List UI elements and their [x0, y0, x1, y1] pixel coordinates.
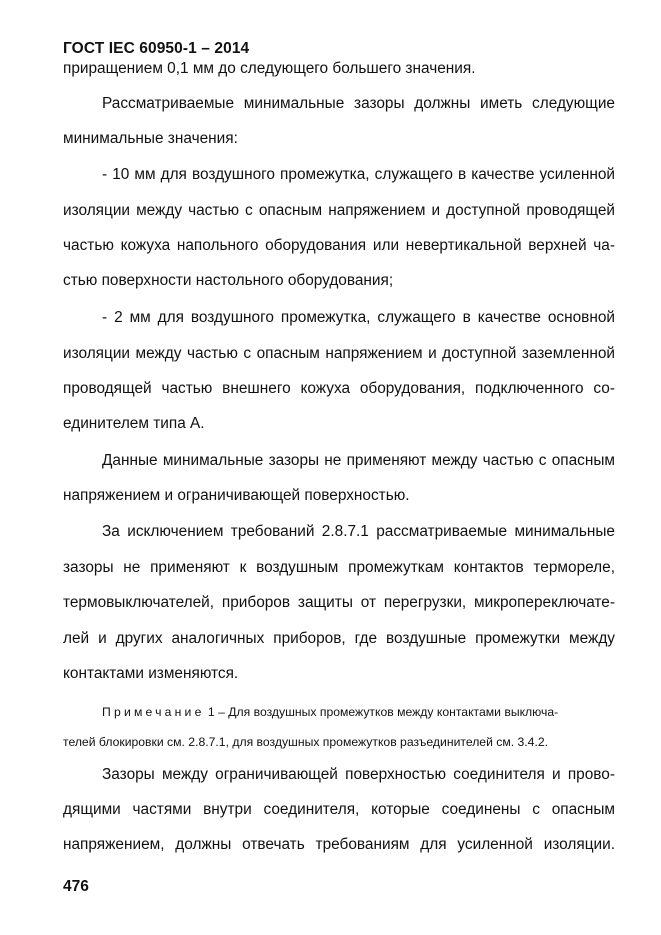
- text-line: зазоры не применяют к воздушным промежуткам контактов термореле,: [63, 559, 615, 576]
- text-line: контактами изменяются.: [63, 665, 239, 682]
- text-line: напряжением и ограничивающей поверхностью.: [63, 487, 410, 504]
- text-line: Данные минимальные зазоры не применяют между частью с опасным: [102, 452, 615, 469]
- page-number: 476: [63, 878, 89, 895]
- text-line: - 2 мм для воздушного промежутка, служащего в качестве основной: [102, 309, 615, 326]
- text-line: дящими частями внутри соединителя, которые соединены с опасным: [63, 801, 615, 818]
- text-line: стью поверхности настольного оборудования;: [63, 272, 394, 289]
- text-line: изоляции между частью с опасным напряжением и доступной заземленной: [63, 345, 615, 362]
- text-line: минимальные значения:: [63, 130, 238, 147]
- text-line: За исключением требований 2.8.7.1 рассматриваемые минимальные: [102, 523, 615, 540]
- document-header-title: ГОСТ IEC 60950-1 – 2014: [63, 40, 250, 57]
- text-line: термовыключателей, приборов защиты от перегрузки, микропереключате-: [63, 594, 615, 611]
- text-line: Рассматриваемые минимальные зазоры должны иметь следующие: [102, 95, 615, 112]
- text-line: Зазоры между ограничивающей поверхностью соединителя и прово-: [102, 766, 615, 783]
- note-line: [102, 703, 558, 721]
- note-label: Примечание: [102, 705, 205, 719]
- text-line: единителем типа А.: [63, 415, 205, 432]
- text-line: напряжением, должны отвечать требованиям для усиленной изоляции.: [63, 836, 615, 853]
- text-line: проводящей частью внешнего кожуха оборудования, подключенного со-: [63, 380, 615, 397]
- text-line: приращением 0,1 мм до следующего большего значения.: [63, 60, 476, 77]
- text-line: частью кожуха напольного оборудования или невертикальной верхней ча-: [63, 237, 615, 254]
- text-line: изоляции между частью с опасным напряжением и доступной проводящей: [63, 202, 615, 219]
- note-line: телей блокировки см. 2.8.7.1, для воздушных промежутков разъединителей см. 3.4.2.: [63, 735, 549, 749]
- text-line: - 10 мм для воздушного промежутка, служащего в качестве усиленной: [102, 166, 615, 183]
- text-line: лей и других аналогичных приборов, где воздушные промежутки между: [63, 630, 615, 647]
- note-text: 1 – Для воздушных промежутков между контактами выключа-: [204, 705, 559, 719]
